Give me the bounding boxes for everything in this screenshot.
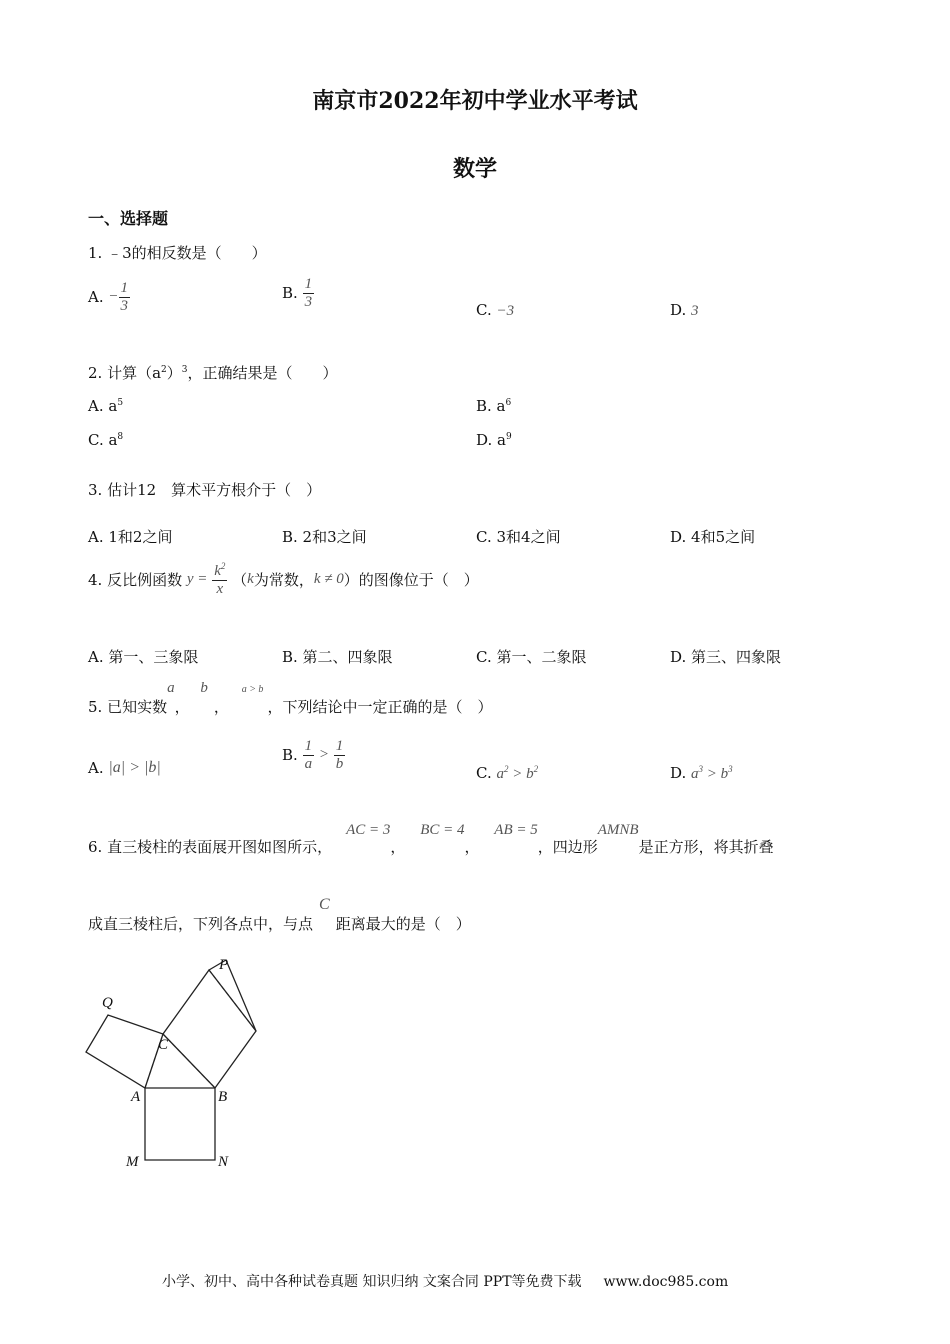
question-6-line-1: 6. 直三棱柱的表面展开图如图所示，AC = 3， BC = 4， AB = 5，四边形AMNB是正方形，将其折叠 — [88, 822, 774, 856]
question-4-option-b: B. 第二、四象限 — [282, 648, 393, 666]
question-5-stem: 5. 已知实数a， b， $^{a > b}$，下列结论中一定正确的是（ ） — [88, 680, 493, 716]
page-title: 南京市2022年初中学业水平考试 — [312, 88, 638, 114]
question-5-option-d: D. $a^3 > b^3$ — [670, 764, 733, 782]
label-q: Q — [102, 995, 113, 1011]
footer-text: 小学、初中、高中各种试卷真题 知识归纳 文案合同 PPT等免费下载 www.doc985.com — [162, 1274, 729, 1290]
question-5-option-c: C. $a^2 > b^2$ — [476, 764, 539, 782]
label-p: P — [219, 957, 229, 973]
square-amnb — [145, 1088, 215, 1160]
question-4-option-a: A. 第一、三象限 — [88, 648, 199, 666]
section-heading: 一、选择题 — [88, 209, 169, 228]
question-2-option-d: D. $a^9$ — [476, 431, 512, 449]
question-6-line-2: 成直三棱柱后，下列各点中，与点C距离最大的是（ ） — [88, 896, 471, 933]
face-ac — [86, 1015, 163, 1088]
face-bc — [163, 970, 256, 1088]
question-1-option-b: B. $\frac{1}{3}$ — [282, 276, 313, 310]
question-4-option-d: D. 第三、四象限 — [670, 648, 782, 666]
prism-net-figure — [70, 950, 290, 1180]
label-c: C — [158, 1037, 169, 1053]
question-2-stem: 2. 计算$(a^2)^3$，正确结果是（ ） — [88, 364, 338, 382]
question-1-option-c: C. −3 — [476, 301, 515, 319]
question-5-option-b: B. $\frac{1}{a}$ > $\frac{1}{b}$ — [282, 738, 344, 772]
question-3-option-b: B. 2和3之间 — [282, 528, 367, 546]
question-1-option-a: A. − $\frac{1}{3}$ — [88, 280, 129, 314]
subject-title: 数学 — [452, 156, 497, 182]
question-4-option-c: C. 第一、二象限 — [476, 648, 587, 666]
label-a: A — [131, 1089, 141, 1105]
question-5-option-a: A. |a| > |b| — [88, 759, 161, 777]
label-n: N — [218, 1154, 229, 1170]
question-2-option-c: C. $a^8$ — [88, 431, 124, 449]
question-2-option-a: A. $a^5$ — [88, 397, 124, 415]
question-1-stem: 1. ﹣3的相反数是（ ） — [88, 244, 267, 262]
footer-url[interactable]: www.doc985.com — [603, 1274, 729, 1290]
question-4-stem: 4. 反比例函数 y = $\frac{k^2}{x}$ （k为常数，k ≠ 0）的图像位于（ ） — [88, 561, 479, 597]
question-2-option-b: B. $a^6$ — [476, 397, 512, 415]
question-3-option-a: A. 1和2之间 — [88, 528, 173, 546]
question-3-stem: 3. 估计12 算术平方根介于（ ） — [88, 481, 322, 499]
question-3-option-d: D. 4和5之间 — [670, 528, 756, 546]
triangle-cp — [209, 960, 256, 1031]
question-3-option-c: C. 3和4之间 — [476, 528, 561, 546]
label-b: B — [218, 1089, 228, 1105]
question-1-option-d: D. 3 — [670, 301, 699, 319]
label-m: M — [126, 1154, 139, 1170]
